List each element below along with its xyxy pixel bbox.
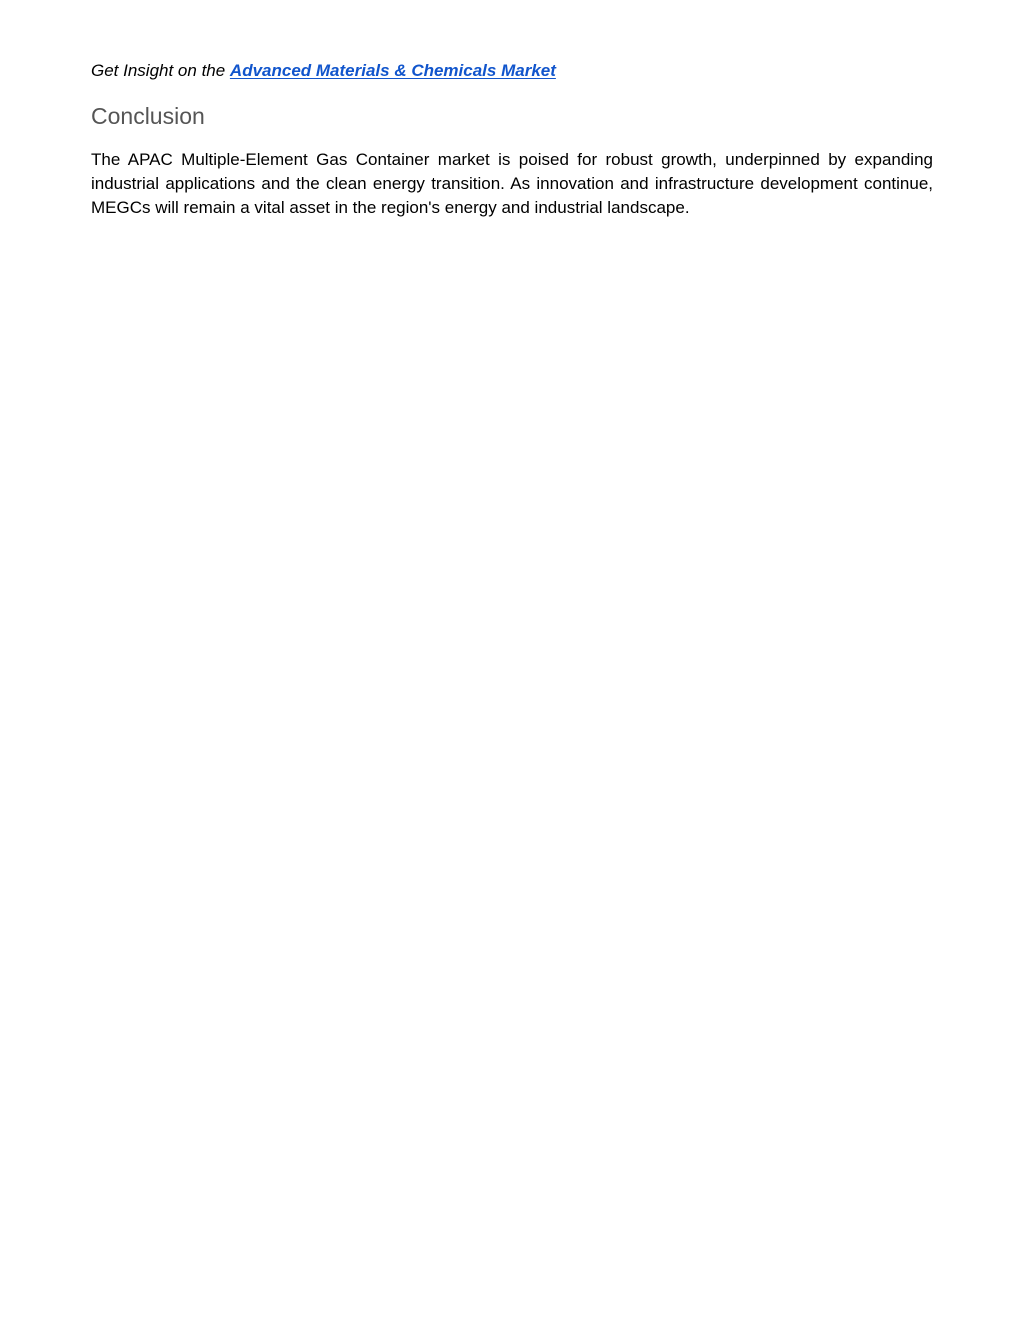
advanced-materials-market-link[interactable]: Advanced Materials & Chemicals Market [229,61,556,80]
conclusion-paragraph: The APAC Multiple-Element Gas Container market is poised for robust growth, underpinned by expanding industrial applications and the clean energy transition. As innovation and infrastructure development continue, MEGCs will remain a vital asset in the region's energy and industrial landscape. [91,150,933,217]
insight-line [91,58,933,84]
insight-prefix: Get Insight on the [91,61,230,80]
conclusion-heading: Conclusion [91,103,205,129]
document-page [91,58,933,220]
